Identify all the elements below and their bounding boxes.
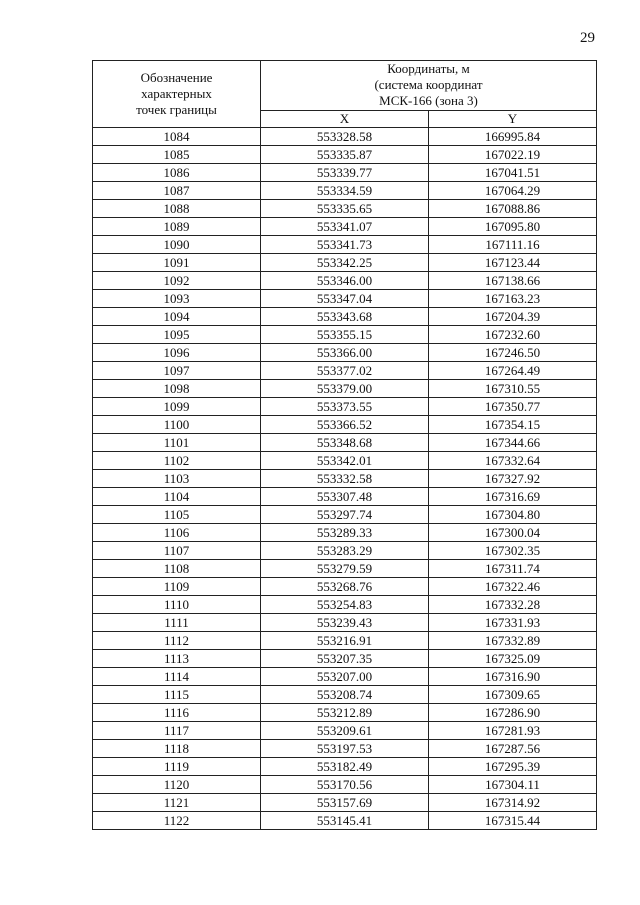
x-coordinate-cell: 553297.74 — [261, 506, 429, 524]
x-coordinate-cell: 553377.02 — [261, 362, 429, 380]
x-coordinate-cell: 553145.41 — [261, 812, 429, 830]
y-coordinate-cell: 167316.69 — [429, 488, 597, 506]
table-row — [93, 596, 597, 614]
x-coordinate-cell: 553341.73 — [261, 236, 429, 254]
y-coordinate-cell: 167354.15 — [429, 416, 597, 434]
y-coordinate-cell: 167331.93 — [429, 614, 597, 632]
table-row — [93, 722, 597, 740]
x-coordinate-cell: 553332.58 — [261, 470, 429, 488]
table-row — [93, 650, 597, 668]
y-coordinate-cell: 167300.04 — [429, 524, 597, 542]
point-header-line: точек границы — [136, 102, 217, 117]
table-row — [93, 236, 597, 254]
point-cell: 1087 — [93, 182, 261, 200]
point-cell: 1112 — [93, 632, 261, 650]
point-cell: 1095 — [93, 326, 261, 344]
table-row — [93, 524, 597, 542]
point-cell: 1121 — [93, 794, 261, 812]
point-cell: 1094 — [93, 308, 261, 326]
x-coordinate-cell: 553343.68 — [261, 308, 429, 326]
point-cell: 1085 — [93, 146, 261, 164]
point-cell: 1096 — [93, 344, 261, 362]
y-coordinate-cell: 167325.09 — [429, 650, 597, 668]
y-coordinate-cell: 167304.11 — [429, 776, 597, 794]
table-row — [93, 542, 597, 560]
point-cell: 1115 — [93, 686, 261, 704]
x-coordinate-cell: 553339.77 — [261, 164, 429, 182]
point-cell: 1119 — [93, 758, 261, 776]
point-cell: 1101 — [93, 434, 261, 452]
point-cell: 1105 — [93, 506, 261, 524]
table-row — [93, 164, 597, 182]
y-coordinate-cell: 167314.92 — [429, 794, 597, 812]
table-row — [93, 362, 597, 380]
x-coordinate-cell: 553208.74 — [261, 686, 429, 704]
y-column-header: Y — [429, 110, 597, 127]
x-coordinate-cell: 553335.65 — [261, 200, 429, 218]
x-coordinate-cell: 553334.59 — [261, 182, 429, 200]
point-cell: 1109 — [93, 578, 261, 596]
point-cell: 1116 — [93, 704, 261, 722]
y-coordinate-cell: 167287.56 — [429, 740, 597, 758]
point-cell: 1104 — [93, 488, 261, 506]
x-coordinate-cell: 553346.00 — [261, 272, 429, 290]
x-coordinate-cell: 553341.07 — [261, 218, 429, 236]
table-row — [93, 776, 597, 794]
point-cell: 1099 — [93, 398, 261, 416]
table-row — [93, 812, 597, 830]
y-coordinate-cell: 167264.49 — [429, 362, 597, 380]
y-coordinate-cell: 167316.90 — [429, 668, 597, 686]
table-row — [93, 470, 597, 488]
x-coordinate-cell: 553348.68 — [261, 434, 429, 452]
table-row — [93, 272, 597, 290]
y-coordinate-cell: 167286.90 — [429, 704, 597, 722]
table-row — [93, 704, 597, 722]
table-row — [93, 380, 597, 398]
y-coordinate-cell: 167163.23 — [429, 290, 597, 308]
x-coordinate-cell: 553342.25 — [261, 254, 429, 272]
point-header-line: характерных — [141, 86, 212, 101]
y-coordinate-cell: 167309.65 — [429, 686, 597, 704]
y-coordinate-cell: 167138.66 — [429, 272, 597, 290]
x-coordinate-cell: 553239.43 — [261, 614, 429, 632]
point-cell: 1117 — [93, 722, 261, 740]
y-coordinate-cell: 167041.51 — [429, 164, 597, 182]
y-coordinate-cell: 166995.84 — [429, 128, 597, 146]
table-row — [93, 182, 597, 200]
point-cell: 1092 — [93, 272, 261, 290]
table-row — [93, 632, 597, 650]
point-cell: 1107 — [93, 542, 261, 560]
x-coordinate-cell: 553268.76 — [261, 578, 429, 596]
y-coordinate-cell: 167332.28 — [429, 596, 597, 614]
x-coordinate-cell: 553379.00 — [261, 380, 429, 398]
point-cell: 1120 — [93, 776, 261, 794]
y-coordinate-cell: 167344.66 — [429, 434, 597, 452]
x-coordinate-cell: 553347.04 — [261, 290, 429, 308]
y-coordinate-cell: 167111.16 — [429, 236, 597, 254]
y-coordinate-cell: 167246.50 — [429, 344, 597, 362]
x-coordinate-cell: 553279.59 — [261, 560, 429, 578]
table-row — [93, 344, 597, 362]
table-row — [93, 398, 597, 416]
point-cell: 1122 — [93, 812, 261, 830]
table-row — [93, 326, 597, 344]
y-coordinate-cell: 167123.44 — [429, 254, 597, 272]
x-coordinate-cell: 553182.49 — [261, 758, 429, 776]
y-coordinate-cell: 167088.86 — [429, 200, 597, 218]
x-coordinate-cell: 553355.15 — [261, 326, 429, 344]
table-row — [93, 128, 597, 146]
point-cell: 1110 — [93, 596, 261, 614]
point-cell: 1086 — [93, 164, 261, 182]
table-row — [93, 452, 597, 470]
table-row — [93, 686, 597, 704]
table-row — [93, 146, 597, 164]
table-row — [93, 578, 597, 596]
y-coordinate-cell: 167315.44 — [429, 812, 597, 830]
y-coordinate-cell: 167204.39 — [429, 308, 597, 326]
table-row — [93, 488, 597, 506]
table-header — [93, 61, 597, 128]
point-cell: 1093 — [93, 290, 261, 308]
x-coordinate-cell: 553197.53 — [261, 740, 429, 758]
x-coordinate-cell: 553335.87 — [261, 146, 429, 164]
coordinates-table — [92, 60, 597, 830]
table-row — [93, 434, 597, 452]
x-coordinate-cell: 553328.58 — [261, 128, 429, 146]
y-coordinate-cell: 167332.89 — [429, 632, 597, 650]
coord-header-line: Координаты, м — [387, 61, 470, 77]
y-coordinate-cell: 167322.46 — [429, 578, 597, 596]
table-row — [93, 506, 597, 524]
point-cell: 1118 — [93, 740, 261, 758]
x-coordinate-cell: 553170.56 — [261, 776, 429, 794]
point-cell: 1108 — [93, 560, 261, 578]
x-coordinate-cell: 553157.69 — [261, 794, 429, 812]
y-coordinate-cell: 167232.60 — [429, 326, 597, 344]
point-column-header — [93, 61, 261, 128]
x-coordinate-cell: 553207.35 — [261, 650, 429, 668]
table-row — [93, 794, 597, 812]
point-cell: 1098 — [93, 380, 261, 398]
y-coordinate-cell: 167311.74 — [429, 560, 597, 578]
point-cell: 1102 — [93, 452, 261, 470]
x-coordinate-cell: 553289.33 — [261, 524, 429, 542]
table-row — [93, 308, 597, 326]
x-coordinate-cell: 553207.00 — [261, 668, 429, 686]
x-coordinate-cell: 553373.55 — [261, 398, 429, 416]
point-cell: 1106 — [93, 524, 261, 542]
table-body — [93, 128, 597, 830]
table-row — [93, 218, 597, 236]
coordinates-column-header — [261, 61, 597, 111]
x-coordinate-cell: 553366.00 — [261, 344, 429, 362]
y-coordinate-cell: 167302.35 — [429, 542, 597, 560]
y-coordinate-cell: 167295.39 — [429, 758, 597, 776]
y-coordinate-cell: 167327.92 — [429, 470, 597, 488]
point-cell: 1089 — [93, 218, 261, 236]
x-coordinate-cell: 553216.91 — [261, 632, 429, 650]
table-row — [93, 668, 597, 686]
table-row — [93, 200, 597, 218]
y-coordinate-cell: 167350.77 — [429, 398, 597, 416]
page-number: 29 — [580, 30, 595, 46]
y-coordinate-cell: 167095.80 — [429, 218, 597, 236]
table-row — [93, 614, 597, 632]
y-coordinate-cell: 167022.19 — [429, 146, 597, 164]
x-coordinate-cell: 553366.52 — [261, 416, 429, 434]
table-row — [93, 560, 597, 578]
point-cell: 1084 — [93, 128, 261, 146]
y-coordinate-cell: 167332.64 — [429, 452, 597, 470]
point-cell: 1097 — [93, 362, 261, 380]
point-cell: 1091 — [93, 254, 261, 272]
x-coordinate-cell: 553254.83 — [261, 596, 429, 614]
coord-header-line: (система координат — [374, 77, 483, 93]
y-coordinate-cell: 167304.80 — [429, 506, 597, 524]
y-coordinate-cell: 167064.29 — [429, 182, 597, 200]
table-row — [93, 758, 597, 776]
table-row — [93, 254, 597, 272]
point-cell: 1111 — [93, 614, 261, 632]
x-coordinate-cell: 553283.29 — [261, 542, 429, 560]
x-coordinate-cell: 553212.89 — [261, 704, 429, 722]
y-coordinate-cell: 167281.93 — [429, 722, 597, 740]
x-coordinate-cell: 553342.01 — [261, 452, 429, 470]
point-cell: 1114 — [93, 668, 261, 686]
point-cell: 1090 — [93, 236, 261, 254]
y-coordinate-cell: 167310.55 — [429, 380, 597, 398]
table-row — [93, 416, 597, 434]
coord-header-line: МСК-166 (зона 3) — [379, 93, 478, 109]
point-cell: 1103 — [93, 470, 261, 488]
x-coordinate-cell: 553307.48 — [261, 488, 429, 506]
x-column-header: X — [261, 110, 429, 127]
point-cell: 1100 — [93, 416, 261, 434]
table-row — [93, 740, 597, 758]
point-cell: 1088 — [93, 200, 261, 218]
point-header-line: Обозначение — [140, 70, 213, 85]
x-coordinate-cell: 553209.61 — [261, 722, 429, 740]
table-row — [93, 290, 597, 308]
point-cell: 1113 — [93, 650, 261, 668]
